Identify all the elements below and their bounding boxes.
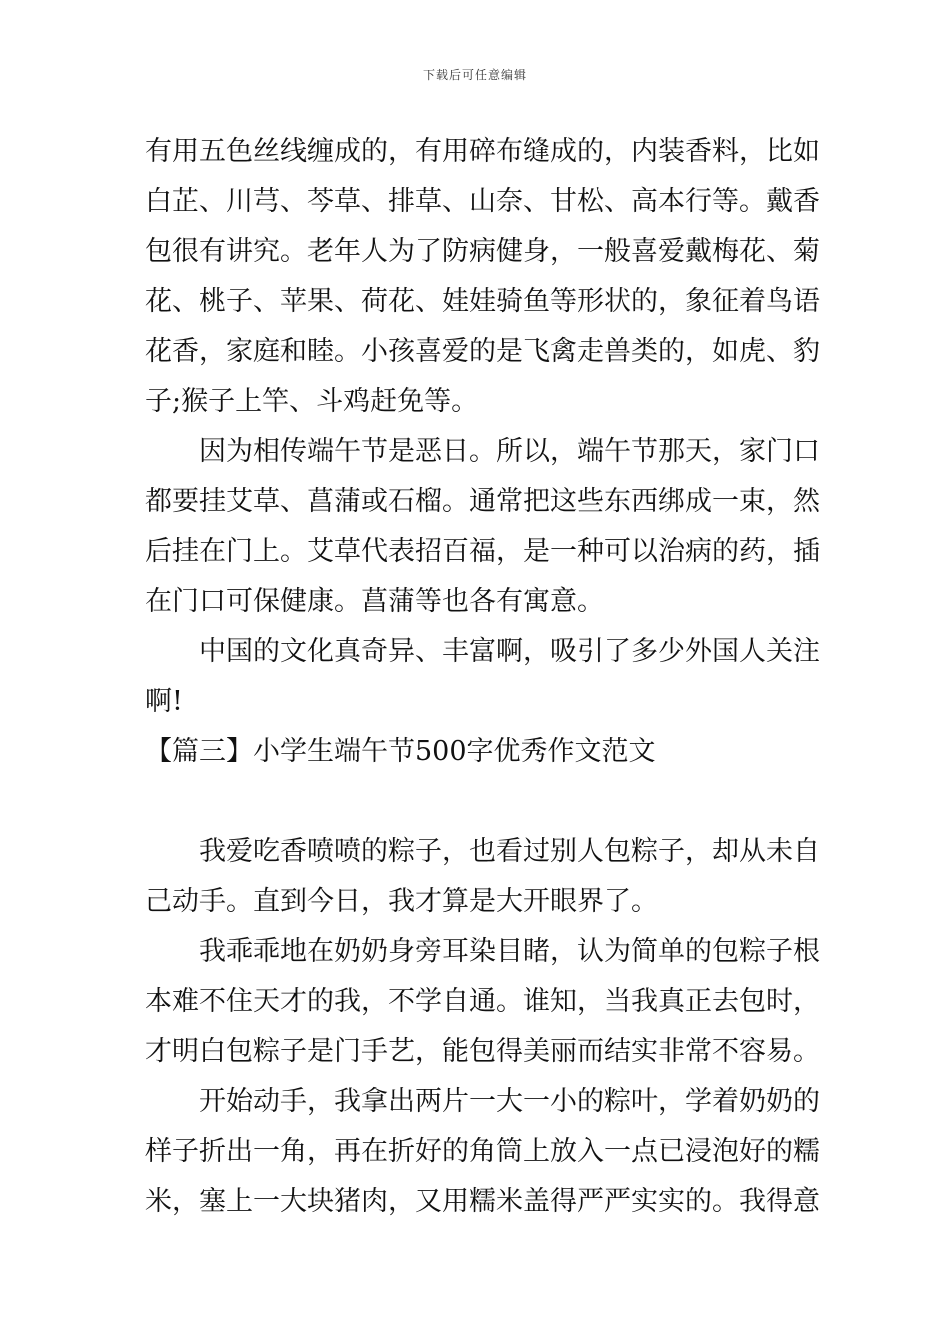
text-line: 本难不住天才的我，不学自通。谁知，当我真正去包时，: [145, 986, 820, 1017]
page-header-note: 下载后可任意编辑: [422, 68, 527, 82]
text-line: 才明白包粽子是门手艺，能包得美丽而结实非常不容易。: [145, 1036, 820, 1067]
text-line: 子;猴子上竿、斗鸡赶免等。: [145, 386, 479, 417]
document-body: [145, 127, 820, 1227]
text-line: 花、桃子、苹果、荷花、娃娃骑鱼等形状的，象征着鸟语: [145, 286, 820, 317]
text-line: 后挂在门上。艾草代表招百福，是一种可以治病的药，插: [145, 536, 820, 567]
paragraph-start-line: 我爱吃香喷喷的粽子，也看过别人包粽子，却从未自: [199, 836, 820, 867]
section-heading: 【篇三】小学生端午节500字优秀作文范文: [145, 736, 656, 767]
paragraph-start-line: 因为相传端午节是恶日。所以，端午节那天，家门口: [199, 436, 820, 467]
text-line: 在门口可保健康。菖蒲等也各有寓意。: [145, 586, 604, 617]
paragraph-start-line: 开始动手，我拿出两片一大一小的粽叶，学着奶奶的: [199, 1086, 820, 1117]
text-line: 花香，家庭和睦。小孩喜爱的是飞禽走兽类的，如虎、豹: [145, 336, 820, 367]
blank-line: [145, 777, 810, 827]
text-line: 包很有讲究。老年人为了防病健身，一般喜爱戴梅花、菊: [145, 236, 820, 267]
text-line: 样子折出一角，再在折好的角筒上放入一点已浸泡好的糯: [145, 1136, 820, 1167]
text-line: 都要挂艾草、菖蒲或石榴。通常把这些东西绑成一束，然: [145, 486, 820, 517]
text-line: 啊!: [145, 686, 183, 717]
text-line: 有用五色丝线缠成的，有用碎布缝成的，内装香料，比如: [145, 136, 820, 167]
text-line: 白芷、川芎、芩草、排草、山奈、甘松、高本行等。戴香: [145, 186, 820, 217]
paragraph-start-line: 我乖乖地在奶奶身旁耳染目睹，认为简单的包粽子根: [199, 936, 820, 967]
text-line: 己动手。直到今日，我才算是大开眼界了。: [145, 886, 658, 917]
paragraph-start-line: 中国的文化真奇异、丰富啊，吸引了多少外国人关注: [199, 636, 820, 667]
text-line: 米，塞上一大块猪肉，又用糯米盖得严严实实的。我得意: [145, 1186, 820, 1217]
